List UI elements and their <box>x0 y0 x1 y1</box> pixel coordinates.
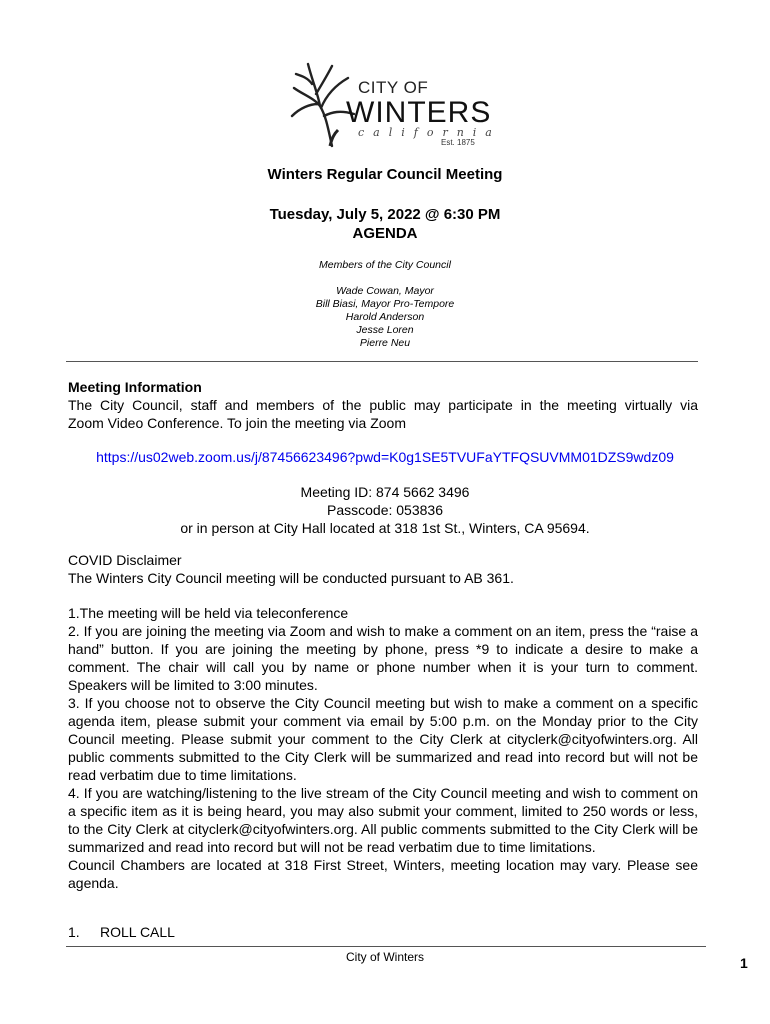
covid-item-1: 1.The meeting will be held via teleconference <box>68 605 349 621</box>
agenda-item-roll-call <box>68 923 698 941</box>
zoom-link[interactable]: https://us02web.zoom.us/j/87456623496?pwd=K0g1SE5TVUFaYTFQSUVMM01DZS9wdz09 <box>96 449 674 465</box>
council-member: Harold Anderson <box>345 311 425 323</box>
footer-divider <box>66 946 706 947</box>
covid-item-2: 2. If you are joining the meeting via Zoom and wish to make a comment on an item, press the “raise a hand” button. If you are joining the meeting by phone, press *9 to indicate a desire to make a comment. The chair will call you by name or phone number when it is your turn to comment. Speakers will be limited to 3:00 minutes. <box>68 623 698 693</box>
logo-winters: WINTERS <box>346 96 492 129</box>
meeting-title: Winters Regular Council Meeting <box>267 166 503 183</box>
header-divider <box>66 361 698 362</box>
meeting-id: Meeting ID: 874 5662 3496 <box>300 484 470 500</box>
agenda-heading: AGENDA <box>352 225 418 242</box>
meeting-info-heading: Meeting Information <box>68 379 202 395</box>
meeting-date: Tuesday, July 5, 2022 @ 6:30 PM <box>269 206 501 223</box>
covid-item-3: 3. If you choose not to observe the City Council meeting but wish to make a comment on a specific agenda item, please submit your comment via email by 5:00 p.m. on the Monday prior to the City Council meeting. Please submit your comment to the City Clerk at cityclerk@cityofwinters.org. All public comments submitted to the City Clerk will be summarized and read into record but will not be read verbatim due to time limitations. <box>68 695 698 783</box>
page-number: 1 <box>740 955 748 971</box>
covid-heading: COVID Disclaimer <box>68 552 182 568</box>
meeting-credentials <box>0 483 770 537</box>
members-heading: Members of the City Council <box>319 259 451 271</box>
city-logo <box>288 58 501 148</box>
meeting-info-section <box>68 378 698 432</box>
council-members-list <box>0 285 770 350</box>
footer-text: City of Winters <box>345 950 424 964</box>
council-member: Wade Cowan, Mayor <box>336 285 434 297</box>
council-member: Jesse Loren <box>356 324 414 336</box>
meeting-passcode: Passcode: 053836 <box>327 502 443 518</box>
council-member: Bill Biasi, Mayor Pro-Tempore <box>315 298 455 310</box>
covid-items <box>68 604 698 892</box>
covid-statement: The Winters City Council meeting will be conducted pursuant to AB 361. <box>68 570 514 586</box>
covid-section <box>68 551 698 587</box>
council-member: Pierre Neu <box>359 337 411 349</box>
logo-est: Est. 1875 <box>441 138 475 147</box>
logo-city-of: CITY OF <box>358 78 429 97</box>
meeting-info-line1: The City Council, staff and members of the public may participate in the meeting virtually via <box>68 397 698 413</box>
meeting-info-line2: Zoom Video Conference. To join the meeting via Zoom <box>68 415 407 431</box>
agenda-item-label: ROLL CALL <box>100 924 175 940</box>
council-chambers-note: Council Chambers are located at 318 First Street, Winters, meeting location may vary. Please see agenda. <box>68 857 698 891</box>
in-person-location: or in person at City Hall located at 318 1st St., Winters, CA 95694. <box>180 520 590 536</box>
covid-item-4: 4. If you are watching/listening to the live stream of the City Council meeting and wish to comment on a specific item as it is being heard, you may also submit your comment, limited to 250 words or less, to the City Clerk at cityclerk@cityofwinters.org. All public comments submitted to the City Clerk will be summarized and read into record but will not be read verbatim due to time limitations. <box>68 785 698 855</box>
logo-california: california <box>358 126 501 139</box>
agenda-item-number: 1. <box>68 924 80 940</box>
